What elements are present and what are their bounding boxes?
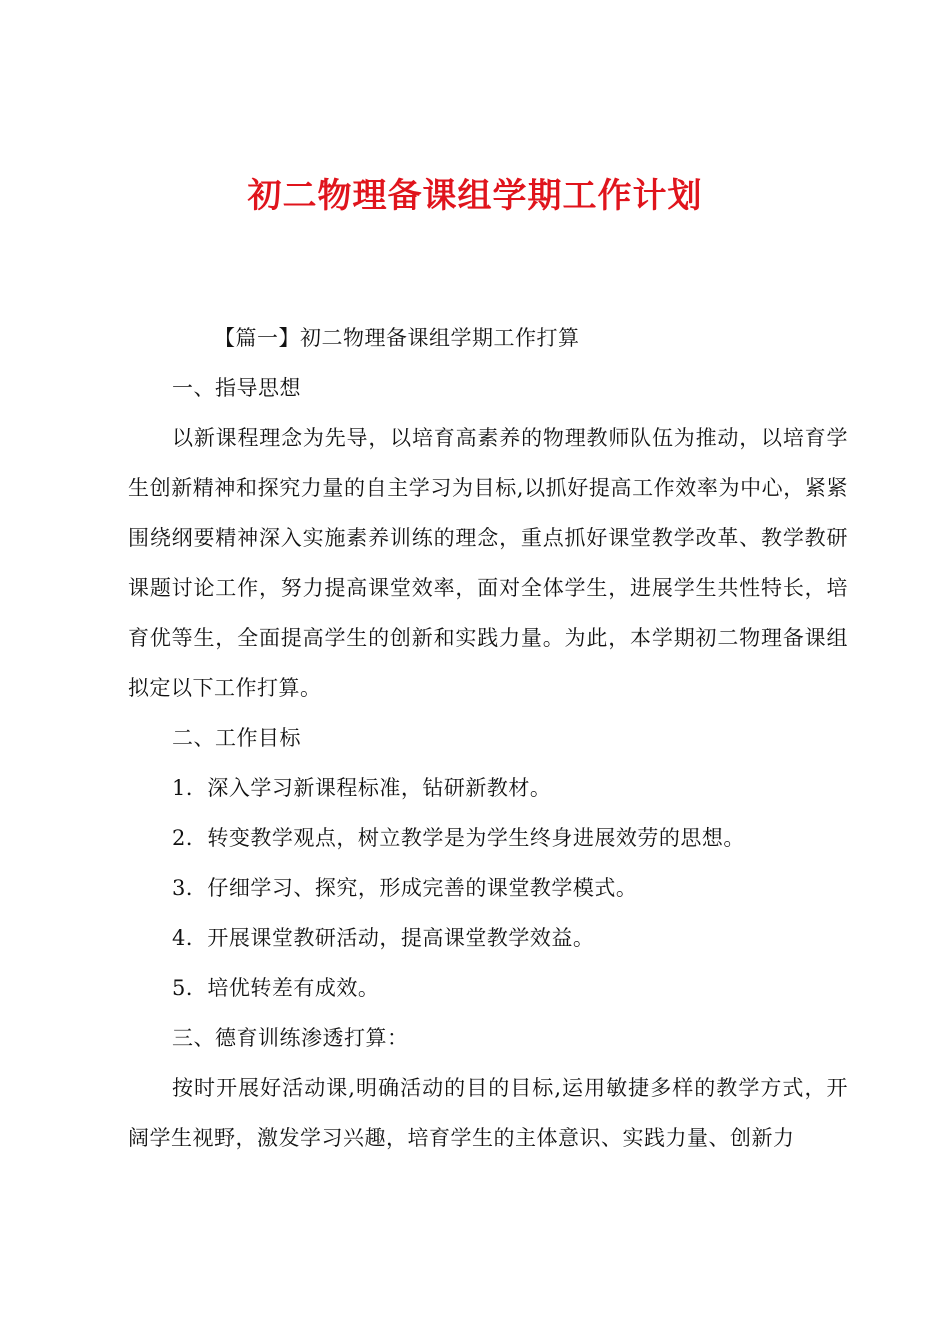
- goal-item-2: 2．转变教学观点，树立教学是为学生终身进展效劳的思想。: [172, 826, 745, 850]
- paragraph-moral-education: 按时开展好活动课,明确活动的目的目标,运用敏捷多样的教学方式，开阔学生视野，激发学习兴趣，培育学生的主体意识、实践力量、创新力: [128, 1076, 848, 1150]
- section-heading-work-goals: 二、工作目标: [172, 726, 301, 750]
- goal-item-1: 1．深入学习新课程标准，钻研新教材。: [172, 776, 552, 800]
- goal-item-3: 3．仔细学习、探究，形成完善的课堂教学模式。: [172, 876, 638, 900]
- document-title: 初二物理备课组学期工作计划: [247, 176, 703, 216]
- goal-item-5: 5．培优转差有成效。: [172, 976, 380, 1000]
- goal-item-4: 4．开展课堂教研活动，提高课堂教学效益。: [172, 926, 595, 950]
- document-body: [128, 313, 848, 1163]
- section-heading-guiding-thought: 一、指导思想: [172, 376, 301, 400]
- section-subtitle: 【篇一】初二物理备课组学期工作打算: [214, 326, 580, 350]
- paragraph-guiding-thought: 以新课程理念为先导，以培育高素养的物理教师队伍为推动，以培育学生创新精神和探究力量的自主学习为目标,以抓好提高工作效率为中心，紧紧围绕纲要精神深入实施素养训练的理念，重点抓好课堂教学改革、教学教研课题讨论工作，努力提高课堂效率，面对全体学生，进展学生共性特长，培育优等生，全面提高学生的创新和实践力量。为此，本学期初二物理备课组拟定以下工作打算。: [128, 426, 848, 700]
- section-heading-moral-education: 三、德育训练渗透打算：: [172, 1026, 409, 1050]
